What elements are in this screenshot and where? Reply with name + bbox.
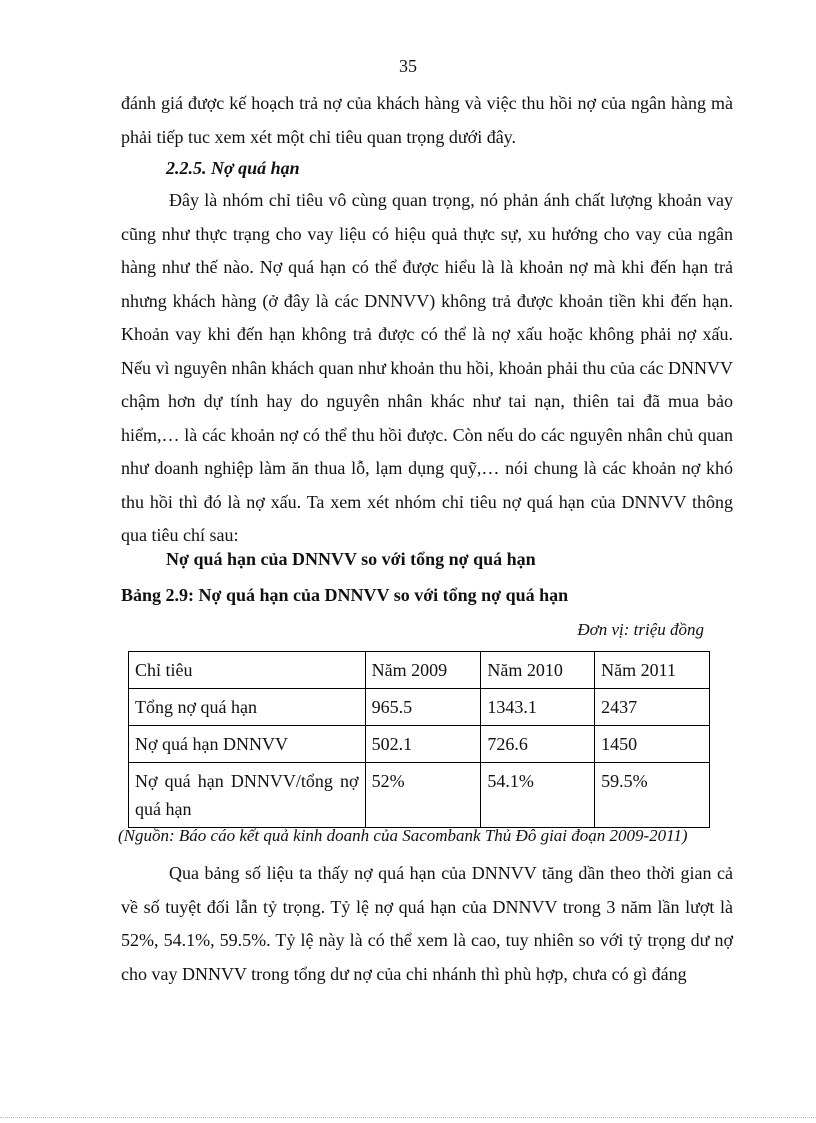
section-heading: 2.2.5. Nợ quá hạn: [166, 158, 300, 178]
table-heading: Nợ quá hạn của DNNVV so với tổng nợ quá hạn: [166, 549, 536, 569]
table-header-cell: Chỉ tiêu: [129, 652, 366, 689]
page-bottom-divider: [0, 1117, 816, 1118]
table-caption: Bảng 2.9: Nợ quá hạn của DNNVV so với tổng nợ quá hạn: [121, 585, 569, 605]
overdue-debt-table: [128, 651, 710, 828]
page-number: 35: [399, 56, 417, 76]
table-cell: 54.1%: [481, 763, 595, 828]
paragraph-analysis: Qua bảng số liệu ta thấy nợ quá hạn của DNNVV tăng dần theo thời gian cả về số tuyệt đối lẫn tỷ trọng. Tỷ lệ nợ quá hạn của DNNVV trong 3 năm lần lượt là 52%, 54.1%, 59.5%. Tỷ lệ này là có thể xem là cao, tuy nhiên so với tỷ trọng dư nợ cho vay DNNVV trong tổng dư nợ của chi nhánh thì phù hợp, chưa có gì đáng: [121, 863, 733, 984]
table-header-cell: Năm 2009: [365, 652, 481, 689]
table-cell: 59.5%: [595, 763, 710, 828]
table-header-cell: Năm 2010: [481, 652, 595, 689]
table-row: [129, 689, 710, 726]
table-cell: Nợ quá hạn DNNVV/tổng nợ quá hạn: [129, 763, 366, 828]
table-cell: Tổng nợ quá hạn: [129, 689, 366, 726]
table-source: (Nguồn: Báo cáo kết quả kinh doanh của Sacombank Thủ Đô giai đoạn 2009-2011): [118, 826, 688, 845]
table-cell: 1343.1: [481, 689, 595, 726]
table-cell: 726.6: [481, 726, 595, 763]
table-cell: 1450: [595, 726, 710, 763]
table-row: [129, 763, 710, 828]
table-row: [129, 726, 710, 763]
table-cell: 52%: [365, 763, 481, 828]
table-header-row: [129, 652, 710, 689]
paragraph-intro: đánh giá được kế hoạch trả nợ của khách hàng và việc thu hồi nợ của ngân hàng mà phải tiếp tuc xem xét một chỉ tiêu quan trọng dưới đây.: [121, 93, 733, 147]
table-cell: 2437: [595, 689, 710, 726]
unit-label: Đơn vị: triệu đồng: [577, 620, 704, 639]
table-cell: 502.1: [365, 726, 481, 763]
table-cell: Nợ quá hạn DNNVV: [129, 726, 366, 763]
table-header-cell: Năm 2011: [595, 652, 710, 689]
table-cell: 965.5: [365, 689, 481, 726]
paragraph-overdue-debt: Đây là nhóm chỉ tiêu vô cùng quan trọng, nó phản ánh chất lượng khoản vay cũng như thực trạng cho vay liệu có hiệu quả thực sự, xu hướng cho vay của ngân hàng như thế nào. Nợ quá hạn có thể được hiểu là là khoản nợ mà khi đến hạn trả nhưng khách hàng (ở đây là các DNNVV) không trả được khoản tiền khi đến hạn. Khoản vay khi đến hạn không trả được có thể là nợ xấu hoặc không phải nợ xấu. Nếu vì nguyên nhân khách quan như khoản thu hồi, khoản phải thu của các DNNVV chậm hơn dự tính hay do nguyên nhân khác như tai nạn, thiên tai đã mua bảo hiểm,… là các khoản nợ có thể thu hồi được. Còn nếu do các nguyên nhân chủ quan như doanh nghiệp làm ăn thua lỗ, lạm dụng quỹ,… nói chung là các khoản nợ khó thu hồi thì đó là nợ xấu. Ta xem xét nhóm chỉ tiêu nợ quá hạn của DNNVV thông qua tiêu chí sau:: [121, 190, 733, 545]
